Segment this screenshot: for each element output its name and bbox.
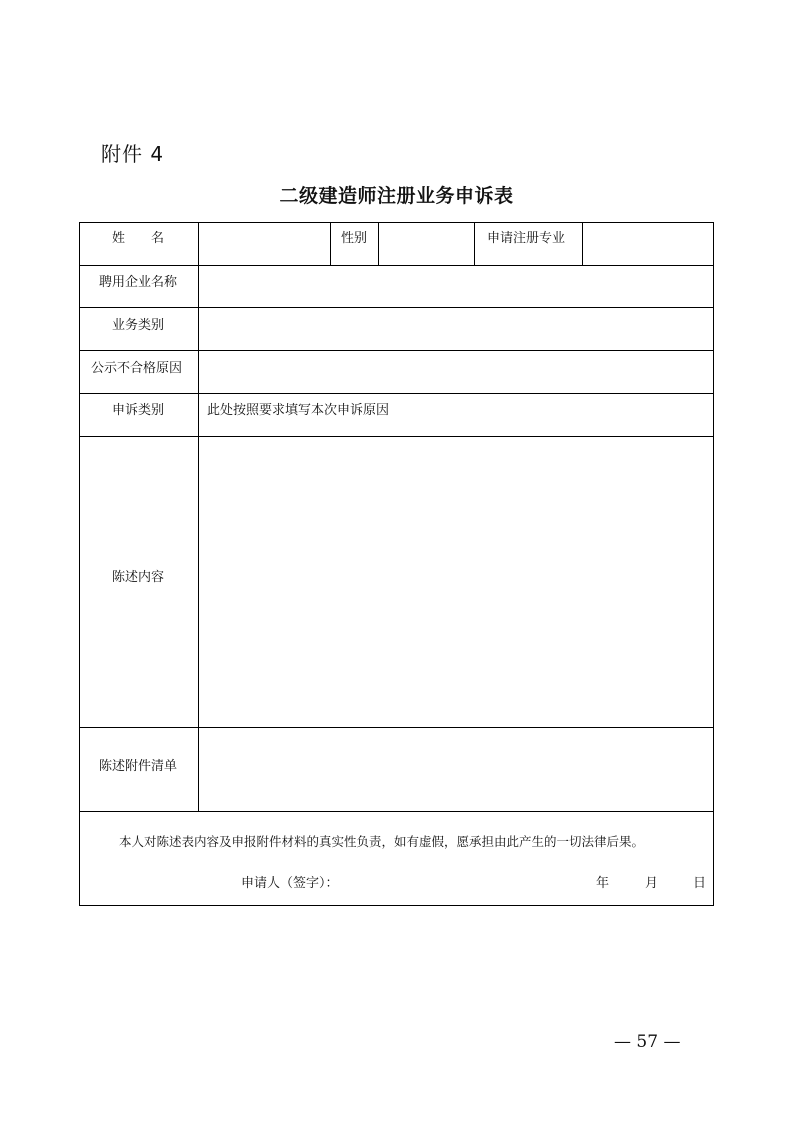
- month-label: 月: [645, 876, 659, 891]
- column-divider: [330, 222, 331, 265]
- row-divider: [79, 265, 714, 266]
- name-field[interactable]: [200, 224, 329, 264]
- form-title: 二级建造师注册业务申诉表: [279, 185, 514, 207]
- column-divider: [474, 222, 475, 265]
- declaration-text: 本人对陈述表内容及申报附件材料的真实性负责，如有虚假，愿承担由此产生的一切法律后果。: [119, 834, 645, 849]
- gender-field[interactable]: [380, 224, 473, 264]
- column-divider: [582, 222, 583, 265]
- column-divider: [198, 222, 199, 811]
- applicant-signature-field[interactable]: [345, 866, 575, 892]
- day-label: 日: [693, 876, 707, 891]
- attachment-label: 附件 4: [101, 142, 165, 166]
- row-divider: [79, 727, 714, 728]
- specialty-label: 申请注册专业: [487, 231, 566, 246]
- business-type-label: 业务类别: [112, 318, 165, 333]
- statement-label: 陈述内容: [112, 570, 165, 585]
- row-divider: [79, 811, 714, 812]
- row-divider: [79, 393, 714, 394]
- business-type-field[interactable]: [200, 309, 712, 349]
- appeal-type-label: 申诉类别: [112, 403, 165, 418]
- applicant-signature-label: 申请人（签字）：: [241, 876, 339, 891]
- employer-field[interactable]: [200, 267, 712, 306]
- attachments-field[interactable]: [200, 729, 712, 810]
- reason-label: 公示不合格原因: [91, 361, 183, 376]
- row-divider: [79, 307, 714, 308]
- page-number: — 57 —: [614, 1032, 681, 1052]
- name-label: 姓 名: [112, 231, 165, 246]
- employer-label: 聘用企业名称: [99, 275, 178, 290]
- year-label: 年: [596, 876, 610, 891]
- gender-label: 性别: [341, 231, 368, 246]
- attachments-label: 陈述附件清单: [99, 759, 178, 774]
- appeal-type-hint[interactable]: 此处按照要求填写本次申诉原因: [207, 403, 390, 418]
- row-divider: [79, 436, 714, 437]
- specialty-field[interactable]: [584, 224, 712, 264]
- row-divider: [79, 350, 714, 351]
- statement-field[interactable]: [200, 438, 712, 726]
- reason-field[interactable]: [200, 352, 712, 392]
- column-divider: [378, 222, 379, 265]
